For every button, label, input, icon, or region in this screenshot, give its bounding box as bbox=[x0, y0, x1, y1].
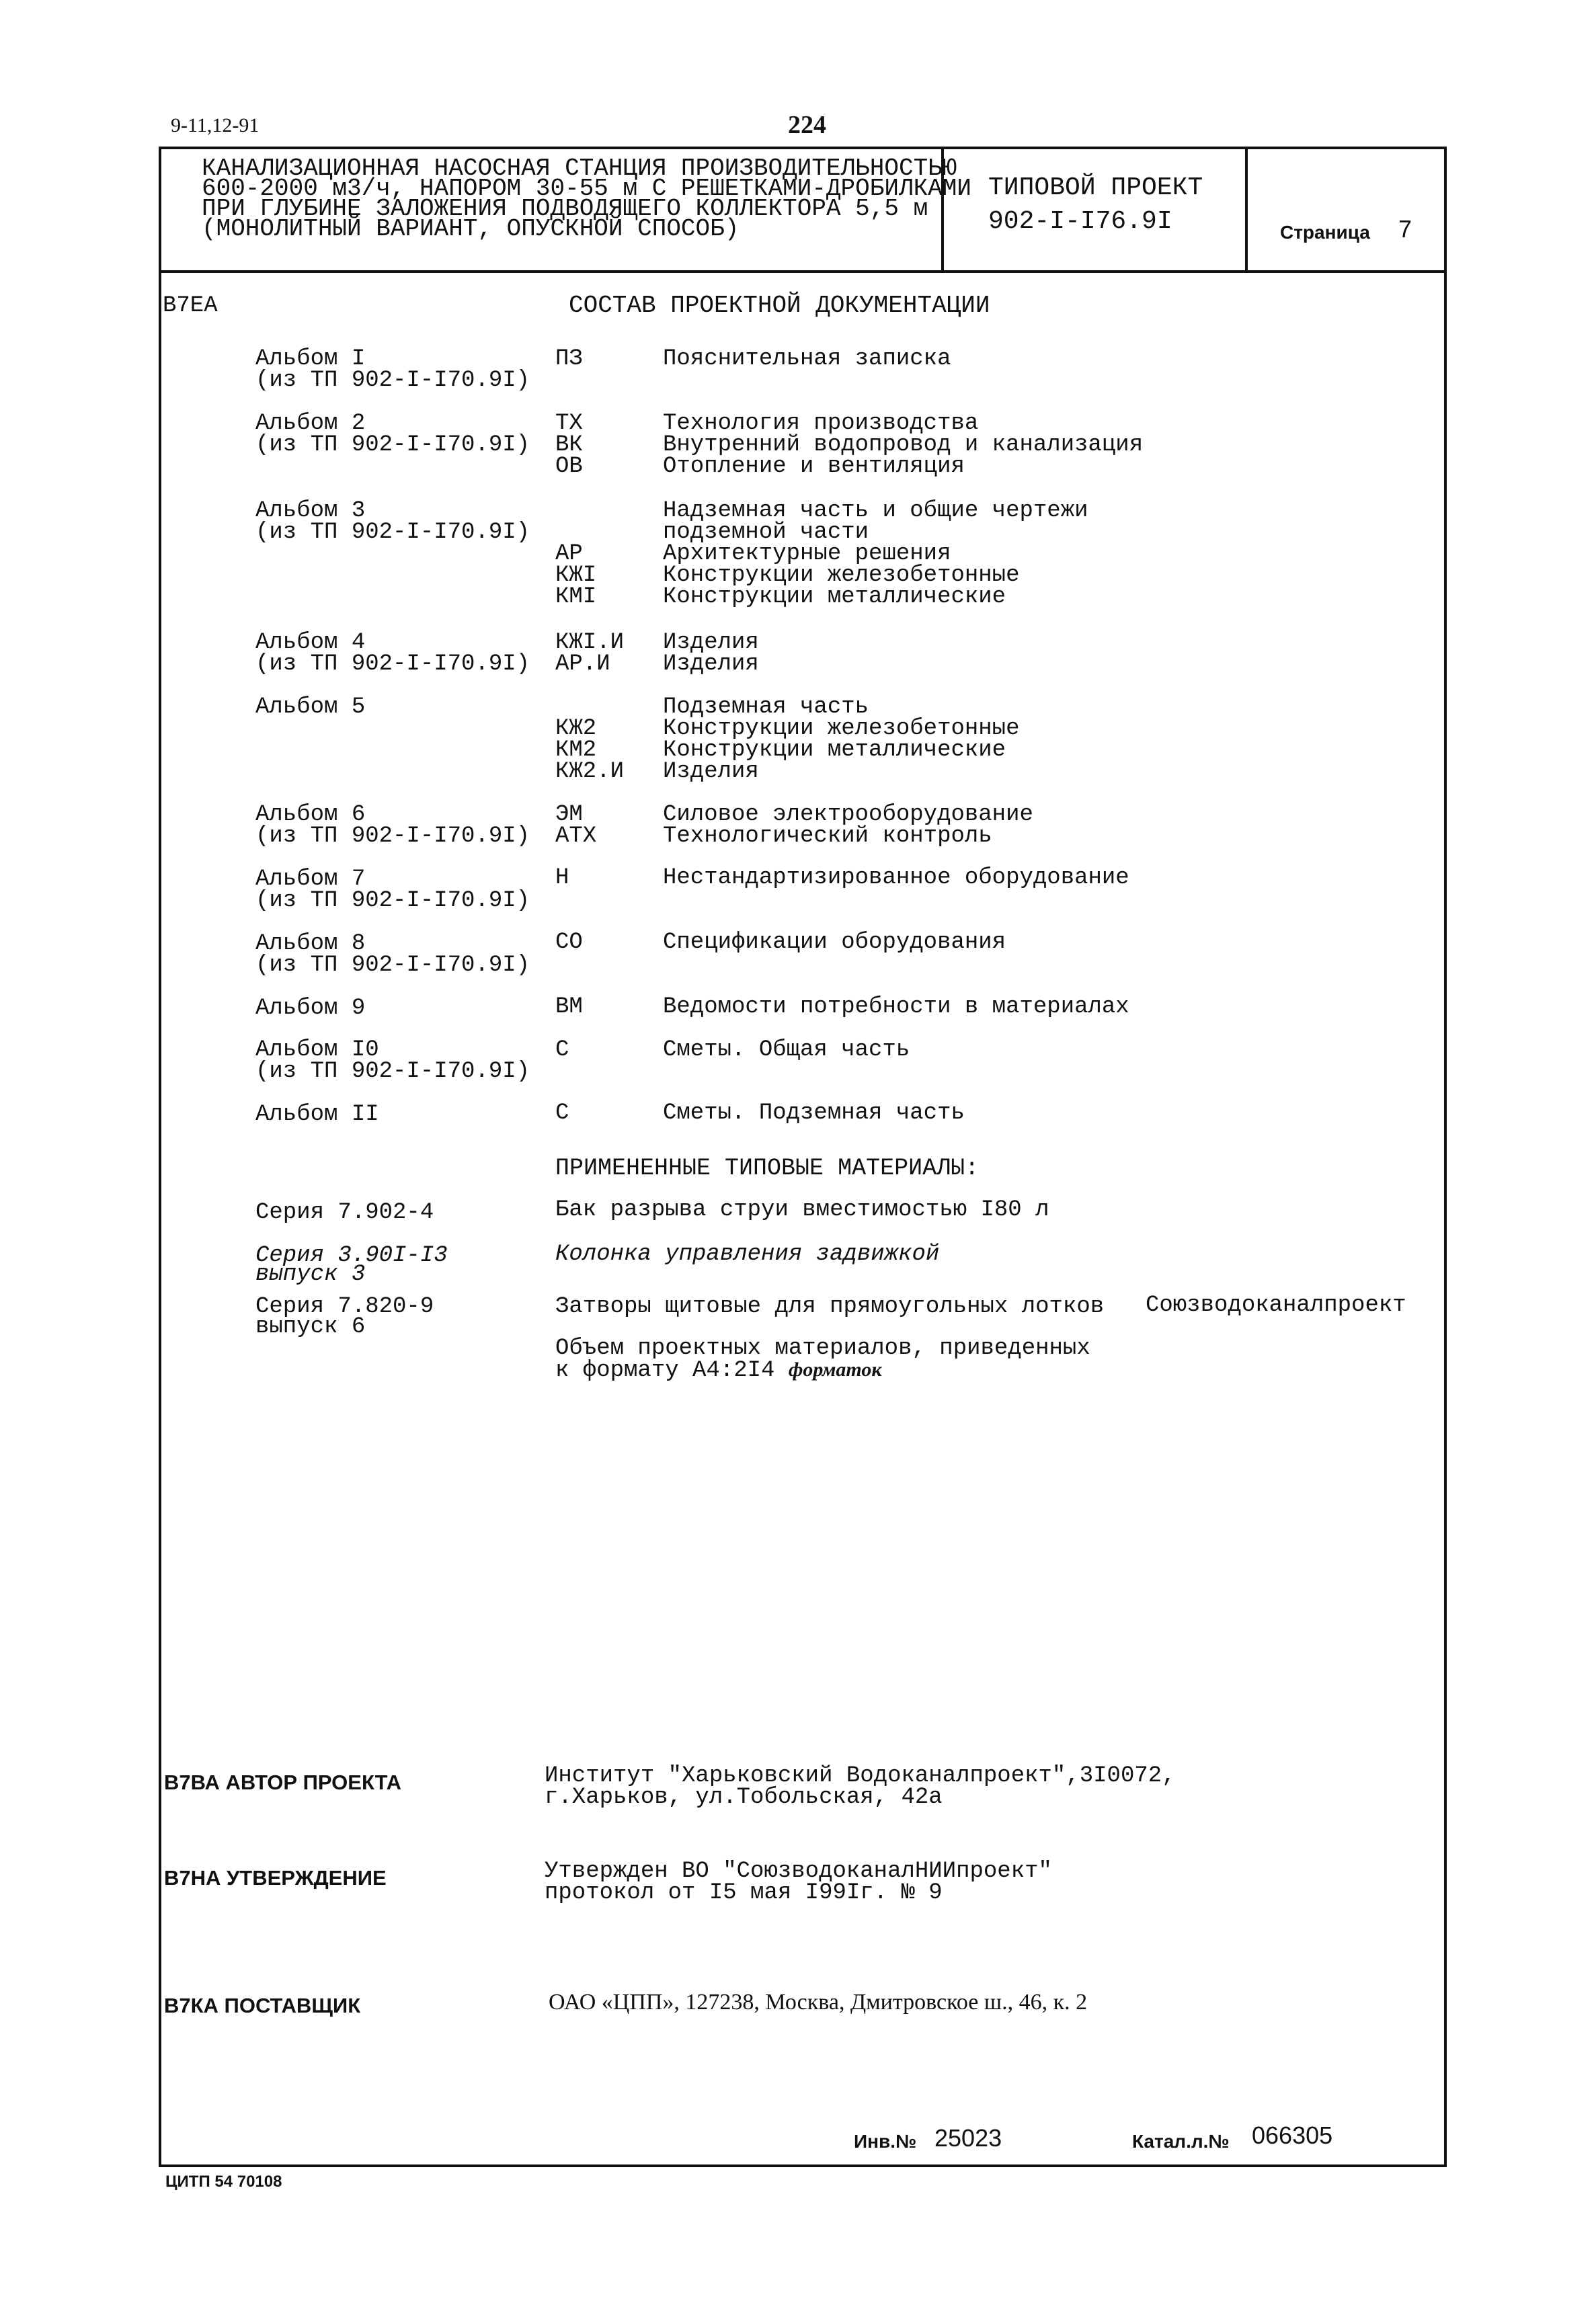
album-1-source: (из ТП 902-I-I70.9I) bbox=[255, 368, 530, 393]
series-2: Серия 3.90I-I3 bbox=[255, 1243, 448, 1268]
album-5-text-4: Изделия bbox=[663, 759, 759, 784]
album-9-title: Альбом 9 bbox=[255, 996, 366, 1021]
album-2-text-2: Внутренний водопровод и канализация bbox=[663, 432, 1144, 458]
album-5-code-3: КМ2 bbox=[555, 737, 597, 763]
album-5-title: Альбом 5 bbox=[255, 694, 366, 720]
volume-line-2 bbox=[555, 1359, 882, 1381]
album-8-text-1: Спецификации оборудования bbox=[663, 930, 1006, 955]
series-3-issue: выпуск 6 bbox=[255, 1314, 366, 1340]
album-1-code-1: ПЗ bbox=[555, 346, 583, 372]
approval-code: В7НА УТВЕРЖДЕНИЕ bbox=[164, 1866, 387, 1890]
volume-line-2-text: к формату А4:2I4 bbox=[555, 1358, 775, 1383]
catalog-value: 066305 bbox=[1252, 2121, 1333, 2149]
series-1: Серия 7.902-4 bbox=[255, 1200, 434, 1225]
album-11-text-1: Сметы. Подземная часть bbox=[663, 1100, 965, 1126]
album-2-title: Альбом 2 bbox=[255, 411, 366, 436]
album-3-text-3: Архитектурные решения bbox=[663, 541, 951, 567]
author-line-1: Институт "Харьковский Водоканалпроект",3I0072, bbox=[545, 1763, 1176, 1789]
album-3-text-1: Надземная часть и общие чертежи bbox=[663, 498, 1088, 524]
album-5-text-2: Конструкции железобетонные bbox=[663, 716, 1020, 741]
album-10-source: (из ТП 902-I-I70.9I) bbox=[255, 1059, 530, 1084]
album-3-source: (из ТП 902-I-I70.9I) bbox=[255, 520, 530, 545]
album-4-text-1: Изделия bbox=[663, 630, 759, 655]
album-9-code-1: ВМ bbox=[555, 994, 583, 1020]
series-2-text: Колонка управления задвижкой bbox=[555, 1242, 940, 1267]
album-3-code-4: КЖI bbox=[555, 563, 597, 588]
title-line-1: КАНАЛИЗАЦИОННАЯ НАСОСНАЯ СТАНЦИЯ ПРОИЗВОДИТЕЛЬНОСТЬЮ bbox=[202, 155, 957, 182]
composition-heading: СОСТАВ ПРОЕКТНОЙ ДОКУМЕНТАЦИИ bbox=[569, 292, 990, 319]
project-type: ТИПОВОЙ ПРОЕКТ bbox=[988, 173, 1203, 202]
album-4-code-1: КЖI.И bbox=[555, 630, 625, 655]
catalog-label: Катал.л.№ bbox=[1132, 2131, 1230, 2152]
album-9-text-1: Ведомости потребности в материалах bbox=[663, 994, 1129, 1020]
series-3-org: Союзводоканалпроект bbox=[1146, 1293, 1406, 1318]
author-code: В7ВА АВТОР ПРОЕКТА bbox=[164, 1771, 402, 1794]
album-10-text-1: Сметы. Общая часть bbox=[663, 1037, 910, 1063]
album-6-text-1: Силовое электрооборудование bbox=[663, 802, 1033, 827]
album-8-source: (из ТП 902-I-I70.9I) bbox=[255, 953, 530, 978]
album-4-title: Альбом 4 bbox=[255, 630, 366, 655]
composition-code: В7ЕА bbox=[163, 293, 218, 319]
album-3-title: Альбом 3 bbox=[255, 498, 366, 524]
album-5-text-3: Конструкции металлические bbox=[663, 737, 1006, 763]
project-number: 902-I-I76.9I bbox=[988, 207, 1172, 236]
sheet-range: 9-11,12-91 bbox=[171, 114, 260, 136]
album-8-code-1: СО bbox=[555, 930, 583, 955]
album-4-text-2: Изделия bbox=[663, 651, 759, 677]
album-7-title: Альбом 7 bbox=[255, 866, 366, 892]
series-3-text: Затворы щитовые для прямоугольных лотков bbox=[555, 1294, 1105, 1320]
series-3: Серия 7.820-9 bbox=[255, 1294, 434, 1320]
supplier-text: ОАО «ЦПП», 127238, Москва, Дмитровское ш., 46, к. 2 bbox=[549, 1990, 1088, 2015]
approval-line-2: протокол от I5 мая I99Iг. № 9 bbox=[545, 1880, 943, 1906]
album-2-code-3: ОВ bbox=[555, 454, 583, 479]
supplier-code: В7КА ПОСТАВЩИК bbox=[164, 1994, 361, 2017]
album-5-text-1: Подземная часть bbox=[663, 694, 869, 720]
album-3-text-2: подземной части bbox=[663, 520, 869, 545]
title-line-3: ПРИ ГЛУБИНЕ ЗАЛОЖЕНИЯ ПОДВОДЯЩЕГО КОЛЛЕКТОРА 5,5 м bbox=[202, 195, 928, 222]
page-number: 224 bbox=[788, 111, 826, 139]
album-7-source: (из ТП 902-I-I70.9I) bbox=[255, 888, 530, 914]
album-1-title: Альбом I bbox=[255, 346, 366, 372]
album-7-code-1: Н bbox=[555, 865, 569, 891]
album-2-code-1: ТХ bbox=[555, 411, 583, 436]
album-3-text-4: Конструкции железобетонные bbox=[663, 563, 1020, 588]
album-5-code-2: КЖ2 bbox=[555, 716, 597, 741]
series-2-issue: выпуск 3 bbox=[255, 1262, 366, 1287]
title-line-2: 600-2000 м3/ч, НАПОРОМ 30-55 м С РЕШЕТКАМИ-ДРОБИЛКАМИ bbox=[202, 175, 971, 202]
album-4-code-2: АР.И bbox=[555, 651, 610, 677]
page-value: 7 bbox=[1398, 215, 1412, 243]
album-5-code-4: КЖ2.И bbox=[555, 759, 625, 784]
album-4-source: (из ТП 902-I-I70.9I) bbox=[255, 651, 530, 677]
album-2-text-1: Технология производства bbox=[663, 411, 979, 436]
album-6-code-1: ЭМ bbox=[555, 802, 583, 827]
volume-line-1: Объем проектных материалов, приведенных bbox=[555, 1336, 1090, 1361]
album-10-code-1: С bbox=[555, 1037, 569, 1063]
album-6-title: Альбом 6 bbox=[255, 802, 366, 827]
album-11-code-1: С bbox=[555, 1100, 569, 1126]
inv-value: 25023 bbox=[934, 2124, 1002, 2152]
album-2-source: (из ТП 902-I-I70.9I) bbox=[255, 432, 530, 458]
author-line-2: г.Харьков, ул.Тобольская, 42а bbox=[545, 1785, 943, 1810]
printer-mark: ЦИТП 54 70108 bbox=[165, 2173, 282, 2191]
approval-line-1: Утвержден ВО "СоюзводоканалНИИпроект" bbox=[545, 1859, 1052, 1884]
album-3-code-3: АР bbox=[555, 541, 583, 567]
album-6-text-2: Технологический контроль bbox=[663, 823, 992, 849]
album-10-title: Альбом I0 bbox=[255, 1037, 379, 1063]
album-3-text-5: Конструкции металлические bbox=[663, 584, 1006, 610]
series-1-text: Бак разрыва струи вместимостью I80 л bbox=[555, 1197, 1049, 1223]
title-line-4: (МОНОЛИТНЫЙ ВАРИАНТ, ОПУСКНОЙ СПОСОБ) bbox=[202, 215, 740, 243]
album-3-code-5: КМI bbox=[555, 584, 597, 610]
album-1-text-1: Пояснительная записка bbox=[663, 346, 951, 372]
inv-label: Инв.№ bbox=[854, 2131, 917, 2152]
album-8-title: Альбом 8 bbox=[255, 931, 366, 957]
page-label: Страница bbox=[1280, 222, 1370, 243]
applied-materials-heading: ПРИМЕНЕННЫЕ ТИПОВЫЕ МАТЕРИАЛЫ: bbox=[555, 1155, 980, 1182]
album-11-title: Альбом II bbox=[255, 1102, 379, 1127]
album-6-code-2: АТХ bbox=[555, 823, 597, 849]
album-6-source: (из ТП 902-I-I70.9I) bbox=[255, 823, 530, 849]
album-2-text-3: Отопление и вентиляция bbox=[663, 454, 965, 479]
volume-handwritten: форматок bbox=[788, 1359, 882, 1381]
album-2-code-2: ВК bbox=[555, 432, 583, 458]
album-7-text-1: Нестандартизированное оборудование bbox=[663, 865, 1129, 891]
